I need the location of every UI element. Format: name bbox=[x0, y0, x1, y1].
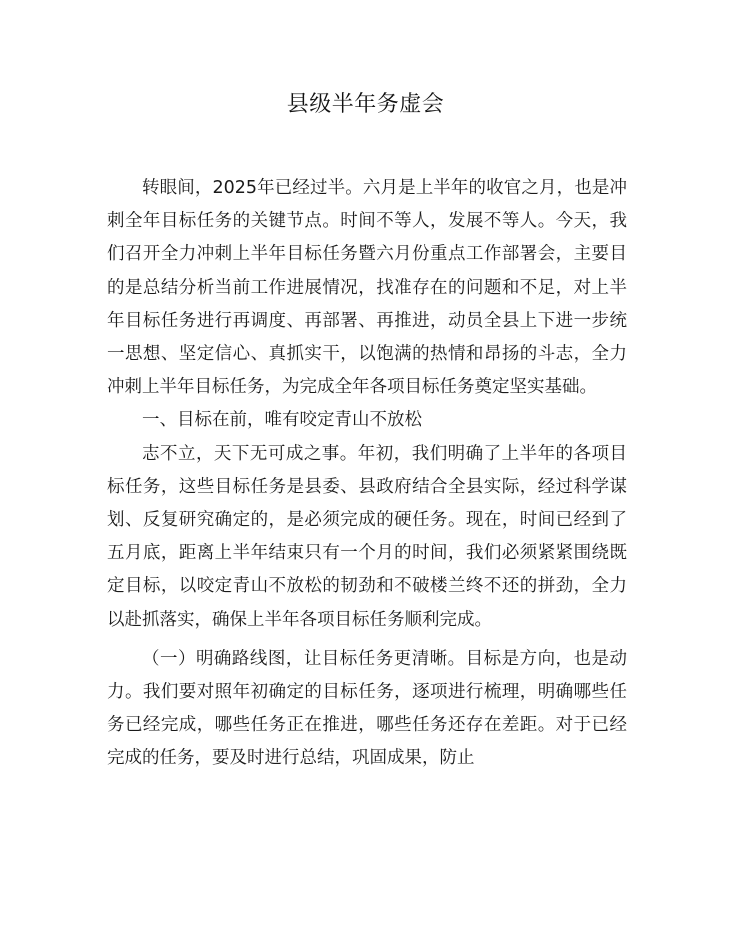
paragraph-subsection-1: （一）明确路线图，让目标任务更清晰。目标是方向，也是动力。我们要对照年初确定的目标任务，逐项进行梳理，明确哪些任务已经完成，哪些任务正在推进，哪些任务还存在差距。对于已经完成的任务，要及时进行总结，巩固成果，防止 bbox=[107, 648, 627, 769]
document-title: 县级半年务虚会 bbox=[286, 92, 445, 117]
paragraph-intro: 转眼间，2025年已经过半。六月是上半年的收官之月，也是冲刺全年目标任务的关键节点。时间不等人，发展不等人。今天，我们召开全力冲刺上半年目标任务暨六月份重点工作部署会，主要目的是总结分析当前工作进展情况，找准存在的问题和不足，对上半年目标任务进行再调度、再部署、再推进，动员全县上下进一步统一思想、坚定信心、真抓实干，以饱满的热情和昂扬的斗志，全力冲刺上半年目标任务，为完成全年各项目标任务奠定坚实基础。 bbox=[107, 178, 627, 398]
section-heading-1: 一、目标在前，唯有咬定青山不放松 bbox=[142, 410, 422, 431]
document-body bbox=[107, 172, 627, 776]
paragraph-section-1: 志不立，天下无可成之事。年初，我们明确了上半年的各项目标任务，这些目标任务是县委、县政府结合全县实际，经过科学谋划、反复研究确定的，是必须完成的硬任务。现在，时间已经到了五月底，距离上半年结束只有一个月的时间，我们必须紧紧围绕既定目标，以咬定青山不放松的韧劲和不破楼兰终不还的拼劲，全力以赴抓落实，确保上半年各项目标任务顺利完成。 bbox=[107, 443, 627, 630]
